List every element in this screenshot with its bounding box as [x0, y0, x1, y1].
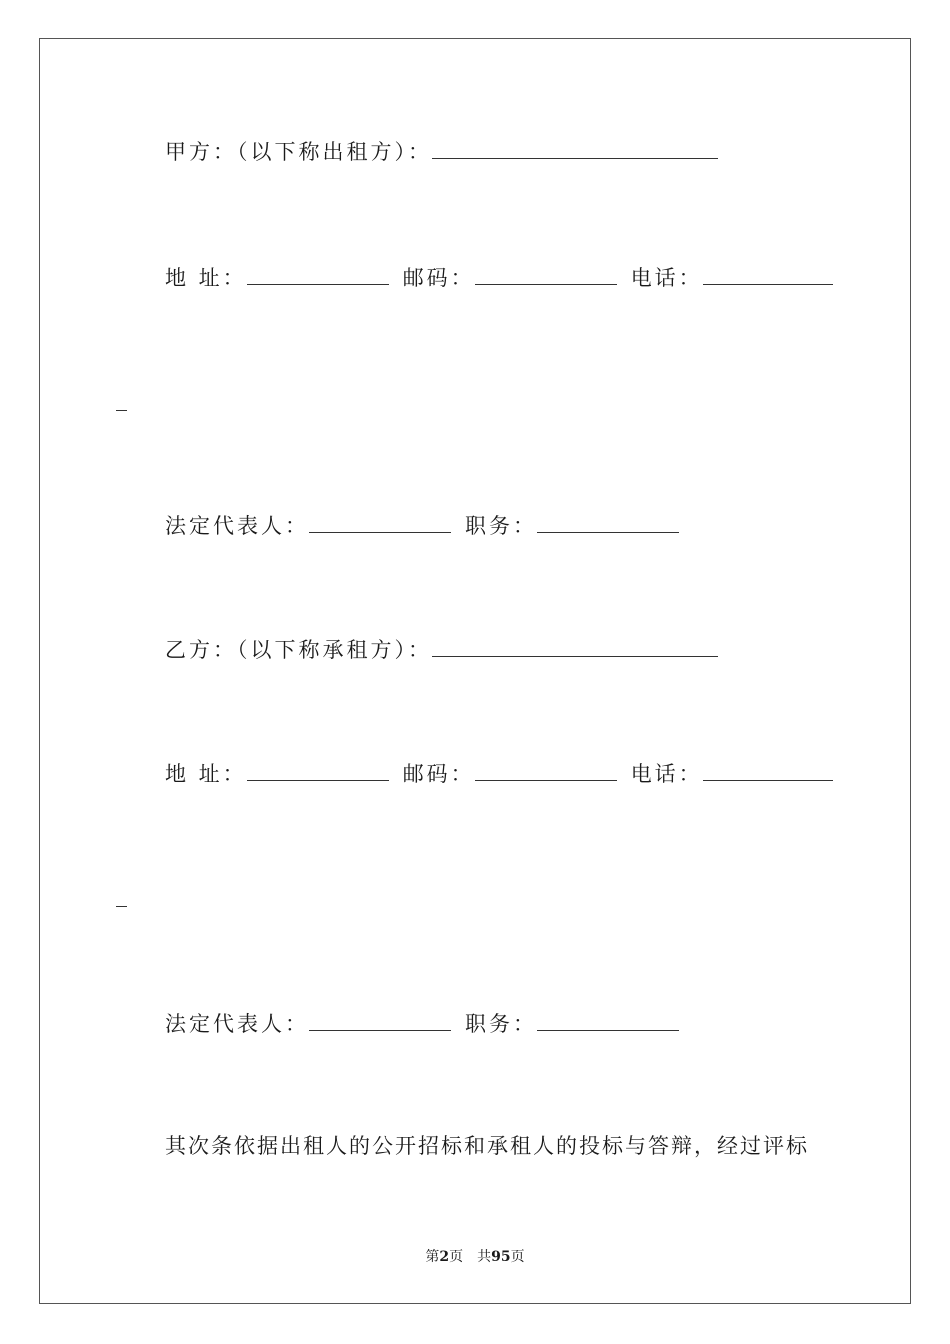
page-border	[39, 38, 911, 1304]
party-b-rep-blank[interactable]	[309, 1012, 451, 1031]
party-a-address-blank[interactable]	[247, 266, 389, 285]
party-a-phone-blank[interactable]	[703, 266, 833, 285]
party-a-rep-line	[165, 512, 693, 540]
party-b-label: 乙方：（以下称承租方）：	[165, 638, 432, 662]
dash-mark	[116, 906, 127, 907]
party-a-line	[165, 138, 732, 166]
party-a-phone-label: 电话：	[630, 266, 703, 290]
party-a-postcode-blank[interactable]	[475, 266, 617, 285]
party-a-postcode-label: 邮码：	[402, 266, 475, 290]
party-a-contact-line	[165, 264, 833, 292]
party-b-postcode-label: 邮码：	[402, 762, 475, 786]
party-a-position-label: 职务：	[465, 514, 537, 538]
party-b-position-blank[interactable]	[537, 1012, 679, 1031]
party-b-address-label: 地 址：	[165, 762, 247, 786]
dash-mark	[116, 410, 127, 411]
party-b-phone-blank[interactable]	[703, 762, 833, 781]
party-a-position-blank[interactable]	[537, 514, 679, 533]
page-current: 2	[439, 1249, 450, 1265]
party-b-rep-line	[165, 1010, 693, 1038]
party-b-phone-label: 电话：	[630, 762, 703, 786]
party-b-position-label: 职务：	[465, 1012, 537, 1036]
page-prefix: 第	[425, 1249, 440, 1265]
page-footer	[0, 1248, 950, 1266]
party-b-blank[interactable]	[432, 638, 718, 657]
party-b-line	[165, 636, 732, 664]
party-a-blank[interactable]	[432, 140, 718, 159]
body-paragraph: 其次条依据出租人的公开招标和承租人的投标与答辩，经过评标	[165, 1134, 809, 1158]
party-b-rep-label: 法定代表人：	[165, 1012, 309, 1036]
party-a-address-label: 地 址：	[165, 266, 247, 290]
party-a-rep-blank[interactable]	[309, 514, 451, 533]
party-a-label: 甲方：（以下称出租方）：	[165, 140, 432, 164]
party-b-contact-line	[165, 760, 833, 788]
page-mid: 页 共	[449, 1249, 492, 1265]
party-a-rep-label: 法定代表人：	[165, 514, 309, 538]
party-b-address-blank[interactable]	[247, 762, 389, 781]
page-suffix: 页	[510, 1249, 525, 1265]
page-total: 95	[491, 1249, 511, 1265]
party-b-postcode-blank[interactable]	[475, 762, 617, 781]
